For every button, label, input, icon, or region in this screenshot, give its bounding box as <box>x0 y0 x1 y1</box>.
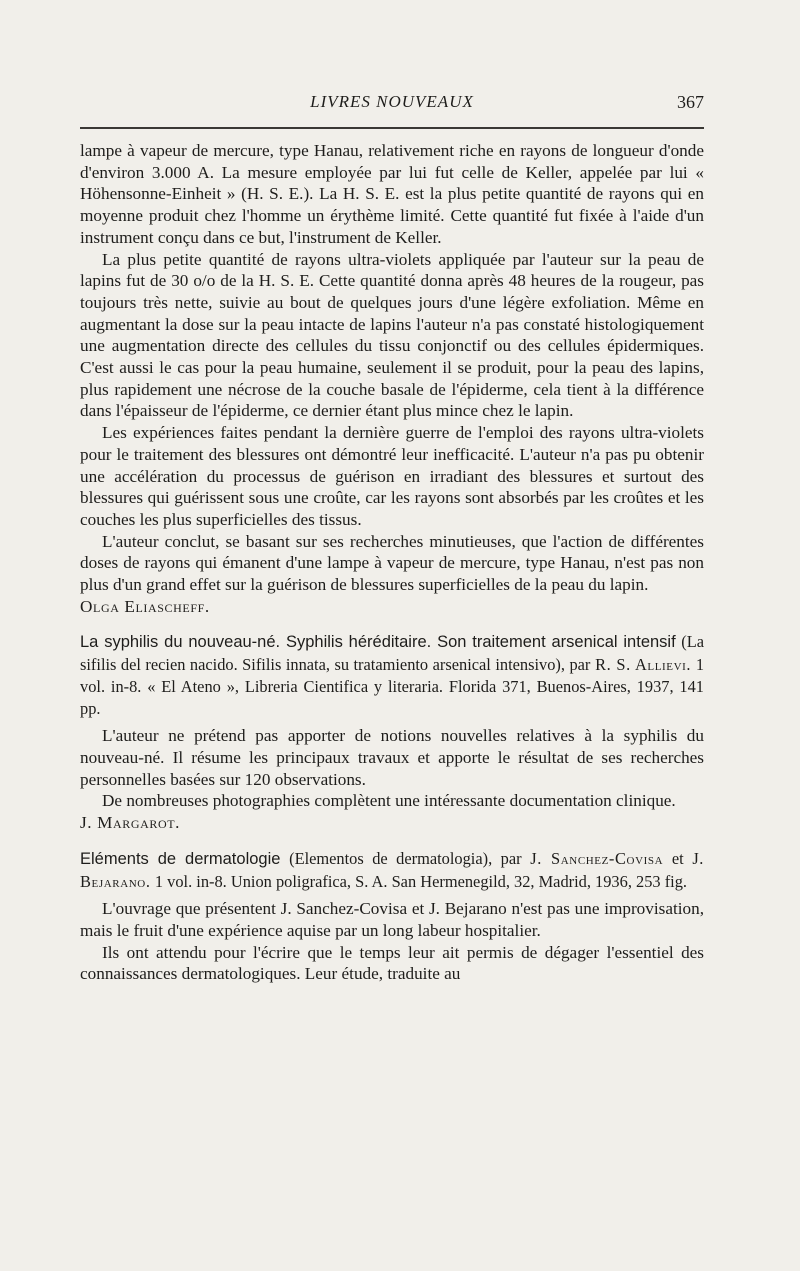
review-syphilis <box>80 631 704 833</box>
spacer <box>80 834 704 848</box>
page-header <box>80 90 704 120</box>
paragraph: L'ouvrage que présentent J. Sanchez-Covisa et J. Bejarano n'est pas une improvisation, mais le fruit d'une expérience aquise par un long labeur hospitalier. <box>80 899 704 940</box>
bibliographic-entry <box>80 631 704 719</box>
spacer <box>80 617 704 631</box>
reviewer-signature: Olga Eliascheff. <box>80 596 210 616</box>
book-author: J. Bejarano. <box>80 848 705 891</box>
book-author: J. Sanchez-Covisa <box>530 848 664 868</box>
bibliographic-entry <box>80 848 704 892</box>
paragraph: Ils ont attendu pour l'écrire que le temps leur ait permis de dégager l'essentiel des connaissances dermatologiques. Leur étude, traduite au <box>80 942 704 984</box>
book-title: La syphilis du nouveau-né. Syphilis héréditaire. Son traitement arsenical intensif <box>80 633 676 652</box>
book-publication-details: 1 vol. in-8. « El Ateno », Libreria Cientifica y literaria. Florida 371, Buenos-Aires, 1937, 141 pp. <box>80 655 705 718</box>
book-original-title: (Elementos de dermatologia), par <box>289 848 522 868</box>
paragraph: De nombreuses photographies complètent une intéressante documentation clinique. <box>102 791 676 811</box>
page-number: 367 <box>677 92 704 112</box>
page-body <box>80 140 704 985</box>
book-publication-details: 1 vol. in-8. Union poligrafica, S. A. San Hermenegild, 32, Madrid, 1936, 253 fig. <box>154 871 688 891</box>
paragraph: Les expériences faites pendant la dernière guerre de l'emploi des rayons ultra-violets pour le traitement des blessures ont démontré leur inefficacité. L'auteur n'a pas pu obtenir une accélération du processus de guérison en irradiant des blessures et surtout des blessures qui guérissent sous une croûte, car les rayons sont absorbés par les croûtes et les couches les plus superficielles des tissus. <box>80 423 704 529</box>
conjunction: et <box>671 848 684 868</box>
reviewer-signature: J. Margarot. <box>80 813 181 833</box>
paragraph: L'auteur ne prétend pas apporter de notions nouvelles relatives à la syphilis du nouveau-né. Il résume les principaux travaux et apporte le résultat de ses recherches personnelles basées sur 120 observations. <box>80 726 704 789</box>
paragraph: L'auteur conclut, se basant sur ses recherches minutieuses, que l'action de différentes doses de rayons qui émanent d'une lampe à vapeur de mercure, type Hanau, n'est pas non plus d'un grand effet sur la guérison de blessures superficielles de la peau du lapin. <box>80 531 704 595</box>
header-rule <box>80 127 704 129</box>
review-dermatology <box>80 848 704 985</box>
review-uv-rays <box>80 140 704 617</box>
book-author: R. S. Allievi. <box>595 655 692 675</box>
paragraph: lampe à vapeur de mercure, type Hanau, relativement riche en rayons de longueur d'onde d'environ 3.000 A. La mesure employée par lui fut celle de Keller, appelée par lui « Höhensonne-Einheit » (H. S. E.). La H. S. E. est la plus petite quantité de rayons qui en moyenne produit chez l'homme un érythème limité. Cette quantité fut fixée à l'aide d'un instrument conçu dans ce but, l'instrument de Keller. <box>80 141 704 247</box>
paragraph: La plus petite quantité de rayons ultra-violets appliquée par l'auteur sur la peau de lapins fut de 30 o/o de la H. S. E. Cette quantité donna après 48 heures de la rougeur, pas toujours très nette, suivie au bout de quelques jours d'une légère exfoliation. Même en augmentant la dose sur la peau intacte de lapins l'auteur n'a pas constaté histologiquement une augmentation directe des cellules du tissu conjonctif ou des cellules épidermiques. C'est aussi le cas pour la peau humaine, seulement il se produit, pour la peau des lapins, plus rapidement une nécrose de la couche basale de l'épiderme, cela tient à la différence dans l'épaisseur de l'épiderme, ce dernier étant plus mince chez le lapin. <box>80 249 704 421</box>
running-title: LIVRES NOUVEAUX <box>310 92 474 111</box>
book-title: Eléments de dermatologie <box>80 849 281 868</box>
book-original-title: (La sifilis del recien nacido. Sifilis innata, su tratamiento arsenical intensivo), par <box>80 632 705 675</box>
